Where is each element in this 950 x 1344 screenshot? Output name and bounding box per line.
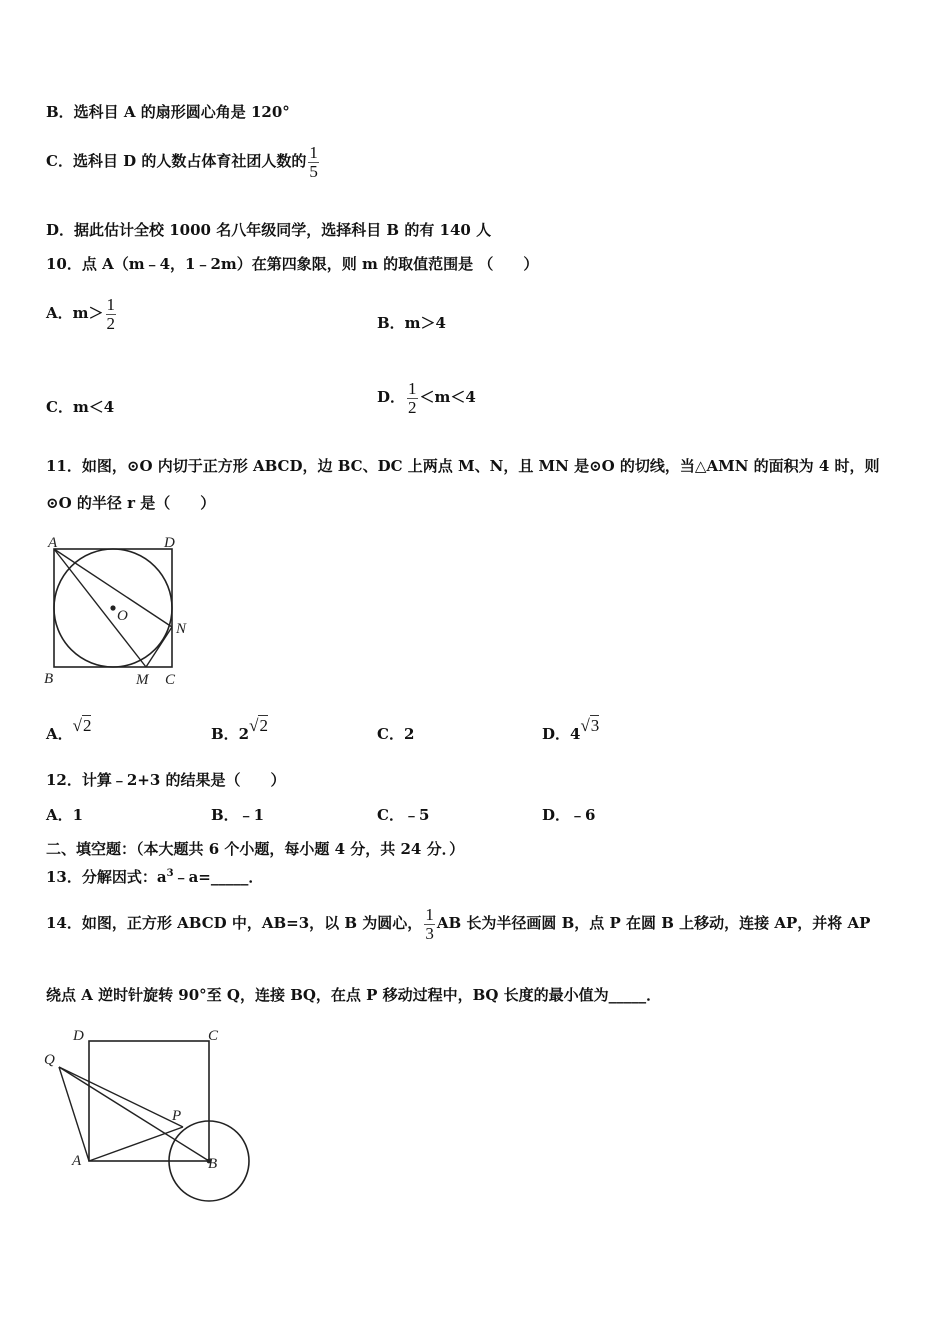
q10-option-c: C．m＜4 [46, 398, 115, 416]
q11-option-d-sqrt: √3 [580, 716, 600, 735]
q12-option-d: D．﹣6 [542, 806, 596, 824]
q11-stem-line2: ⊙O 的半径 r 是（ ） [46, 494, 216, 512]
q11-option-b-sqrt: √2 [249, 716, 268, 735]
q9-option-c [46, 136, 321, 186]
q10-option-a-fraction: $\frac{1}{2}$ [106, 294, 116, 333]
q14-label-d: D [73, 1028, 84, 1044]
q14-stem-line1: 14．如图，正方形 ABCD 中，AB=3，以 B 为圆心， $\frac{1}{3}$ AB 长为半径画圆 B，点 P 在圆 B 上移动，连接 AP，并将 AP [46, 904, 871, 943]
q9-option-b: B．选科目 A 的扇形圆心角是 120° [46, 103, 290, 121]
q11-label-d: D [164, 535, 175, 551]
q11-center-point [110, 605, 115, 610]
q9-option-c-text: C．选科目 D 的人数占体育社团人数的 [46, 152, 307, 170]
q11-segment-an [54, 549, 172, 627]
q11-option-a-sqrt: √2 [72, 716, 92, 735]
q11-figure [42, 532, 202, 692]
q10-stem: 10．点 A（m﹣4，1﹣2m）在第四象限，则 m 的取值范围是 （ ） [46, 255, 539, 273]
q9-option-c-fraction: $\frac{1}{5}$ [309, 142, 318, 181]
q12-option-c: C．﹣5 [377, 806, 430, 824]
q11-label-a: A [48, 535, 58, 551]
q14-label-b: B [208, 1156, 218, 1172]
q11-label-o: O [117, 608, 128, 624]
q12-option-a: A．1 [46, 806, 84, 824]
q14-segment-aq [59, 1067, 89, 1161]
q11-label-b: B [44, 671, 54, 687]
q12-stem: 12．计算﹣2+3 的结果是（ ） [46, 771, 286, 789]
q10-option-a: A．m＞ $\frac{1}{2}$ [46, 294, 116, 333]
q14-label-a: A [72, 1153, 82, 1169]
q11-option-d: D．4√3 [542, 716, 600, 743]
q14-label-p: P [172, 1108, 182, 1124]
q11-label-m: M [136, 672, 149, 688]
q11-stem-line1: 11．如图，⊙O 内切于正方形 ABCD，边 BC、DC 上两点 M、N，且 MN 是⊙O 的切线，当△AMN 的面积为 4 时，则 [46, 457, 880, 475]
q13-stem: 13．分解因式：$a^3﹣a=\_\_\_\_\_$． [46, 868, 264, 886]
q9-option-d: D．据此估计全校 1000 名八年级同学，选择科目 B 的有 140 人 [46, 221, 492, 239]
q11-segment-am [54, 549, 146, 667]
q14-figure [40, 1022, 260, 1207]
q14-segment-qb [59, 1067, 209, 1161]
q11-label-c: C [165, 672, 176, 688]
q14-label-q: Q [44, 1052, 55, 1068]
q14-fraction: $\frac{1}{3}$ [425, 904, 434, 943]
q10-option-d: D． $\frac{1}{2}$ ＜m＜4 [377, 378, 476, 417]
q11-segment-mn [146, 627, 172, 667]
q14-segment-qp [59, 1067, 183, 1127]
q14-label-c: C [208, 1028, 219, 1044]
q14-stem-line2: 绕点 A 逆时针旋转 90°至 Q，连接 BQ，在点 P 移动过程中，BQ 长度的最小值为_____． [46, 986, 662, 1004]
q11-option-b: B．2√2 [211, 716, 268, 743]
q11-option-c: C．2 [377, 725, 415, 743]
section-2-heading: 二、填空题：（本大题共 6 个小题，每小题 4 分，共 24 分．） [46, 840, 465, 858]
q10-option-d-fraction: $\frac{1}{2}$ [408, 378, 417, 417]
q11-label-n: N [176, 621, 187, 637]
q10-option-b: B．m＞4 [377, 314, 446, 332]
q11-option-a: A．√2 [46, 716, 92, 743]
q12-option-b: B．﹣1 [211, 806, 265, 824]
q14-square [89, 1041, 209, 1161]
